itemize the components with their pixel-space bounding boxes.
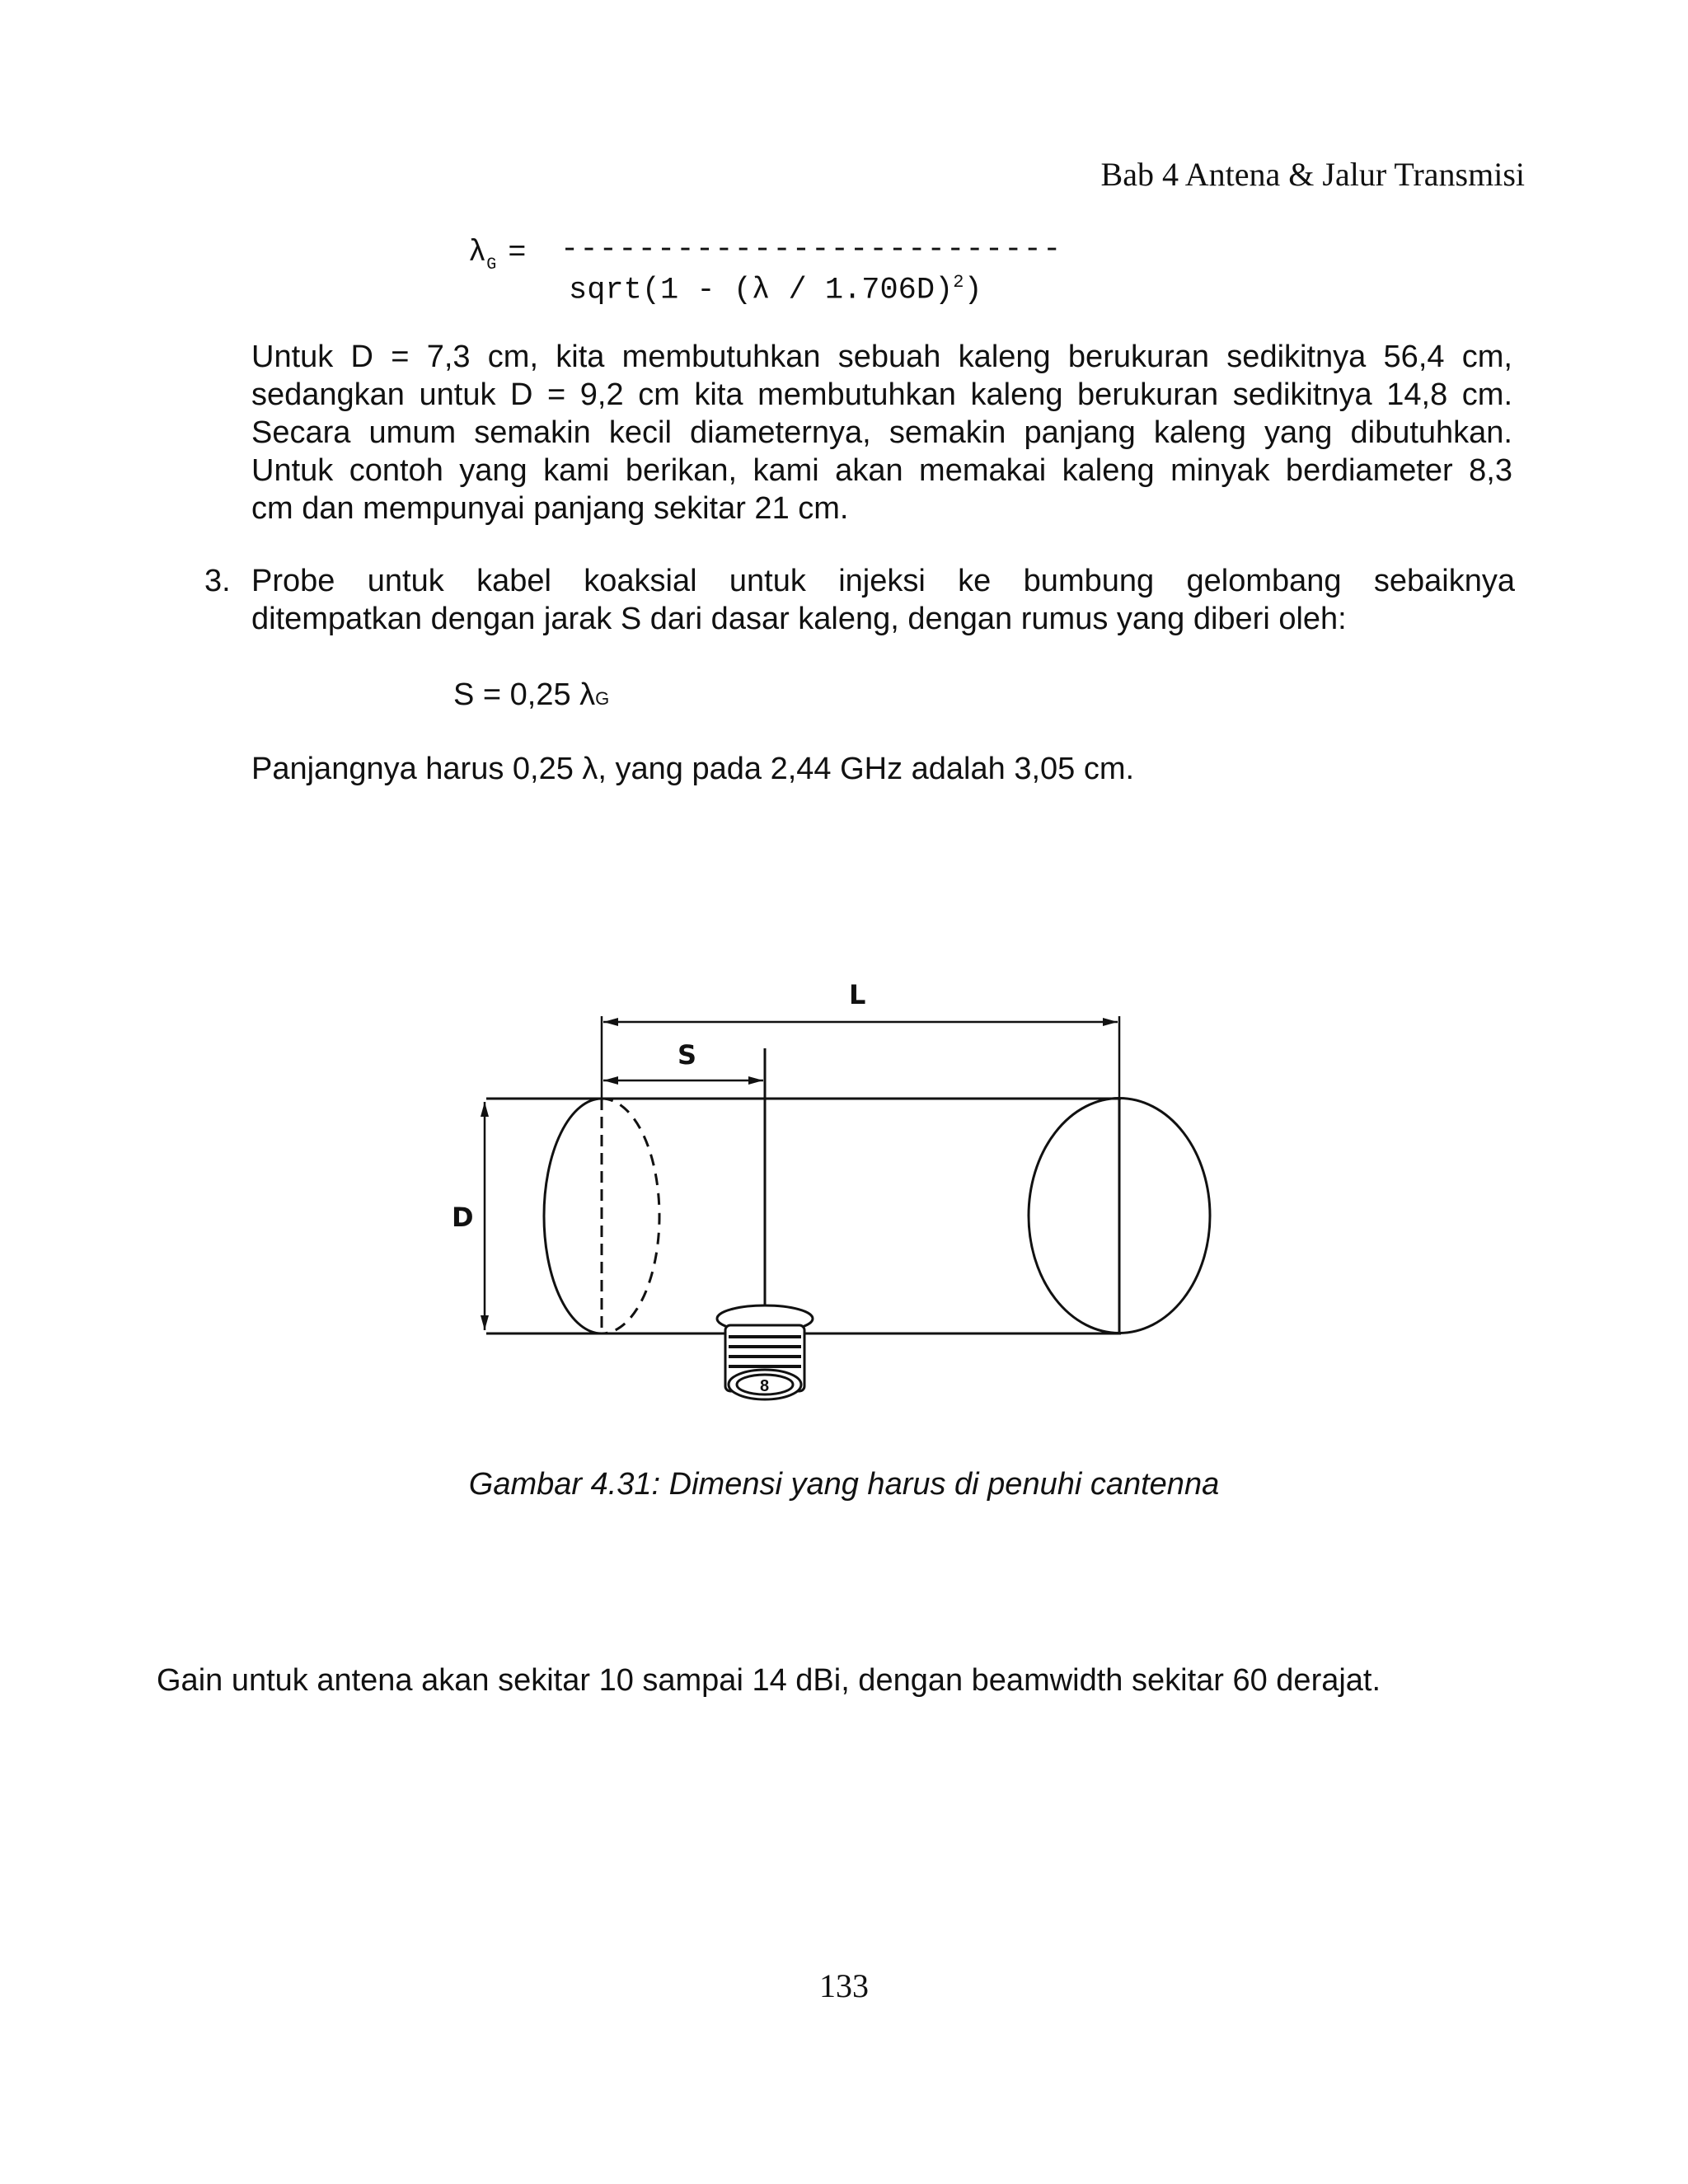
cantenna-dimension-diagram bbox=[445, 972, 1236, 1418]
paragraph-can-length bbox=[251, 338, 1512, 527]
label-diameter: D bbox=[452, 1202, 474, 1233]
denominator-close: ) bbox=[964, 273, 982, 308]
formula-fraction-line: -------------------------- bbox=[560, 232, 1062, 267]
label-length: L bbox=[849, 979, 866, 1010]
list-number: 3. bbox=[204, 564, 231, 598]
equals-sign: = bbox=[508, 236, 527, 270]
paragraph-line: sedangkan untuk D = 9,2 cm kita membutuhkan kaleng berukuran sedikitnya 14,8 cm. bbox=[251, 377, 1512, 412]
figure-caption: Gambar 4.31: Dimensi yang harus di penuhi cantenna bbox=[468, 1467, 1220, 1502]
paragraph-line: cm dan mempunyai panjang sekitar 21 cm. bbox=[251, 491, 849, 526]
page-number: 133 bbox=[819, 1967, 869, 2004]
list-item-line: Probe untuk kabel koaksial untuk injeksi ke bumbung gelombang sebaiknya bbox=[251, 564, 1515, 598]
running-header: Bab 4 Antena & Jalur Transmisi bbox=[1100, 156, 1525, 193]
formula-s bbox=[453, 677, 609, 713]
paragraph-line: Untuk contoh yang kami berikan, kami akan memakai kaleng minyak berdiameter 8,3 bbox=[251, 453, 1512, 488]
denominator-exponent: 2 bbox=[953, 272, 964, 293]
lambda-symbol: λ bbox=[468, 236, 487, 270]
formula-s-subscript: G bbox=[595, 688, 610, 709]
paragraph-line: Untuk D = 7,3 cm, kita membutuhkan sebuah kaleng berukuran sedikitnya 56,4 cm, bbox=[251, 340, 1512, 374]
denominator-text: sqrt(1 - (λ / 1.706D) bbox=[569, 273, 954, 308]
list-item-line: ditempatkan dengan jarak S dari dasar kaleng, dengan rumus yang diberi oleh: bbox=[251, 602, 1347, 636]
paragraph-gain: Gain untuk antena akan sekitar 10 sampai 14 dBi, dengan beamwidth sekitar 60 derajat. bbox=[157, 1663, 1381, 1698]
paragraph-probe-length: Panjangnya harus 0,25 λ, yang pada 2,44 GHz adalah 3,05 cm. bbox=[251, 752, 1135, 786]
formula-s-text: S = 0,25 λ bbox=[453, 677, 596, 712]
left-end-hidden-arc bbox=[602, 1099, 659, 1333]
paragraph-line: Secara umum semakin kecil diameternya, semakin panjang kaleng yang dibutuhkan. bbox=[251, 415, 1512, 450]
left-end-arc bbox=[544, 1099, 602, 1333]
list-item-body bbox=[251, 562, 1515, 638]
label-spacing: S bbox=[678, 1039, 697, 1071]
formula-lambda-g-lhs bbox=[468, 236, 527, 274]
lambda-subscript: G bbox=[486, 255, 497, 274]
formula-denominator bbox=[569, 272, 982, 307]
connector-mark: 8 bbox=[760, 1377, 770, 1395]
